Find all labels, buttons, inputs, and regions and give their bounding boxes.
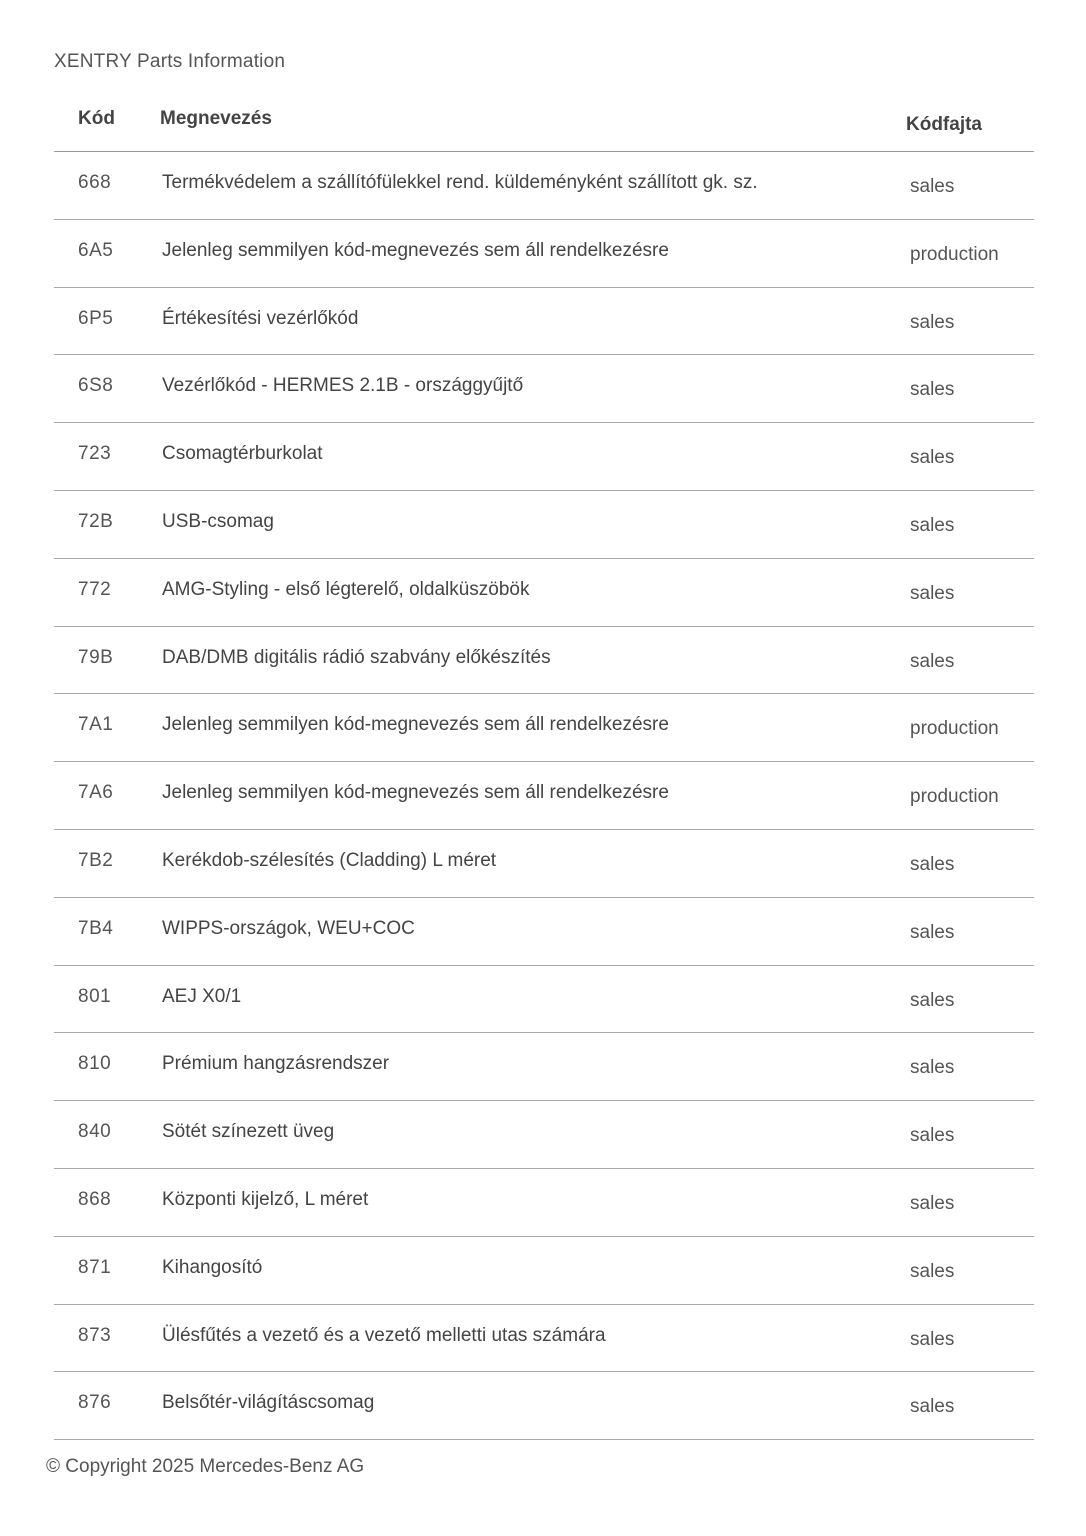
table-row <box>54 423 1034 491</box>
table-row <box>54 220 1034 288</box>
row-name: Jelenleg semmilyen kód-megnevezés sem áll rendelkezésre <box>162 782 669 804</box>
table-row <box>54 1169 1034 1237</box>
row-type: production <box>910 718 999 740</box>
row-code: 840 <box>78 1121 112 1143</box>
row-name: Termékvédelem a szállítófülekkel rend. küldeményként szállított gk. sz. <box>162 172 758 193</box>
table-row <box>54 762 1034 830</box>
table-row <box>54 966 1034 1034</box>
row-type: production <box>910 786 999 808</box>
table-row <box>54 694 1034 762</box>
row-type: sales <box>910 1260 955 1282</box>
row-code: 7B4 <box>78 917 114 939</box>
row-name: WIPPS-országok, WEU+COC <box>162 917 415 939</box>
row-code: 810 <box>78 1053 112 1075</box>
row-name: Ülésfűtés a vezető és a vezető melletti utas számára <box>162 1324 606 1346</box>
row-name: Kihangosító <box>162 1256 263 1278</box>
table-row <box>54 559 1034 627</box>
table-header <box>54 104 1034 148</box>
row-name: AMG-Styling - első légterelő, oldalküszöbök <box>162 578 530 600</box>
copyright-footer: © Copyright 2025 Mercedes-Benz AG <box>46 1456 365 1477</box>
row-type: sales <box>910 447 955 469</box>
table-row <box>54 627 1034 695</box>
row-name: AEJ X0/1 <box>162 985 242 1007</box>
row-type: production <box>910 243 999 265</box>
row-type: sales <box>910 921 955 943</box>
row-code: 868 <box>78 1188 112 1210</box>
row-code: 79B <box>78 646 114 668</box>
row-type: sales <box>910 1328 955 1350</box>
row-code: 7A6 <box>78 782 114 804</box>
table-row <box>54 491 1034 559</box>
row-code: 6P5 <box>78 307 114 329</box>
row-type: sales <box>910 311 955 333</box>
row-code: 7A1 <box>78 714 114 736</box>
row-name: Jelenleg semmilyen kód-megnevezés sem áll rendelkezésre <box>162 239 669 261</box>
table-row <box>54 1305 1034 1373</box>
row-name: Központi kijelző, L méret <box>162 1188 369 1210</box>
row-type: sales <box>910 1125 955 1147</box>
row-name: Értékesítési vezérlőkód <box>162 307 359 329</box>
header-type: Kódfajta <box>906 114 982 135</box>
table-row <box>54 898 1034 966</box>
table-row <box>54 288 1034 356</box>
row-type: sales <box>910 989 955 1011</box>
row-type: sales <box>910 582 955 604</box>
row-code: 723 <box>78 443 112 465</box>
row-code: 72B <box>78 510 114 532</box>
row-code: 7B2 <box>78 849 114 871</box>
table-row <box>54 1033 1034 1101</box>
row-type: sales <box>910 853 955 875</box>
table-row <box>54 355 1034 423</box>
row-code: 801 <box>78 985 112 1007</box>
row-type: sales <box>910 379 955 401</box>
row-code: 876 <box>78 1392 112 1414</box>
table-row <box>54 1101 1034 1169</box>
table-body <box>54 152 1034 1440</box>
row-type: sales <box>910 514 955 536</box>
row-code: 871 <box>78 1256 112 1278</box>
row-code: 873 <box>78 1324 112 1346</box>
row-name: Vezérlőkód - HERMES 2.1B - országgyűjtő <box>162 375 524 397</box>
table-row <box>54 1237 1034 1305</box>
row-type: sales <box>910 1192 955 1214</box>
table-row <box>54 1372 1034 1440</box>
header-code: Kód <box>78 108 115 129</box>
table-row <box>54 152 1034 220</box>
row-name: Csomagtérburkolat <box>162 443 323 465</box>
row-type: sales <box>910 1396 955 1418</box>
row-name: Prémium hangzásrendszer <box>162 1053 390 1075</box>
row-code: 772 <box>78 578 112 600</box>
row-name: Kerékdob-szélesítés (Cladding) L méret <box>162 849 497 871</box>
row-type: sales <box>910 176 955 197</box>
table-row <box>54 830 1034 898</box>
row-type: sales <box>910 650 955 672</box>
row-name: DAB/DMB digitális rádió szabvány előkészítés <box>162 646 551 668</box>
row-name: Jelenleg semmilyen kód-megnevezés sem áll rendelkezésre <box>162 714 669 736</box>
document-title: XENTRY Parts Information <box>54 51 286 72</box>
row-name: Belsőtér-világításcsomag <box>162 1392 375 1414</box>
row-code: 668 <box>78 172 112 193</box>
header-name: Megnevezés <box>160 108 272 129</box>
row-code: 6A5 <box>78 239 114 261</box>
row-name: Sötét színezett üveg <box>162 1121 335 1143</box>
row-code: 6S8 <box>78 375 114 397</box>
row-type: sales <box>910 1057 955 1079</box>
row-name: USB-csomag <box>162 510 274 532</box>
